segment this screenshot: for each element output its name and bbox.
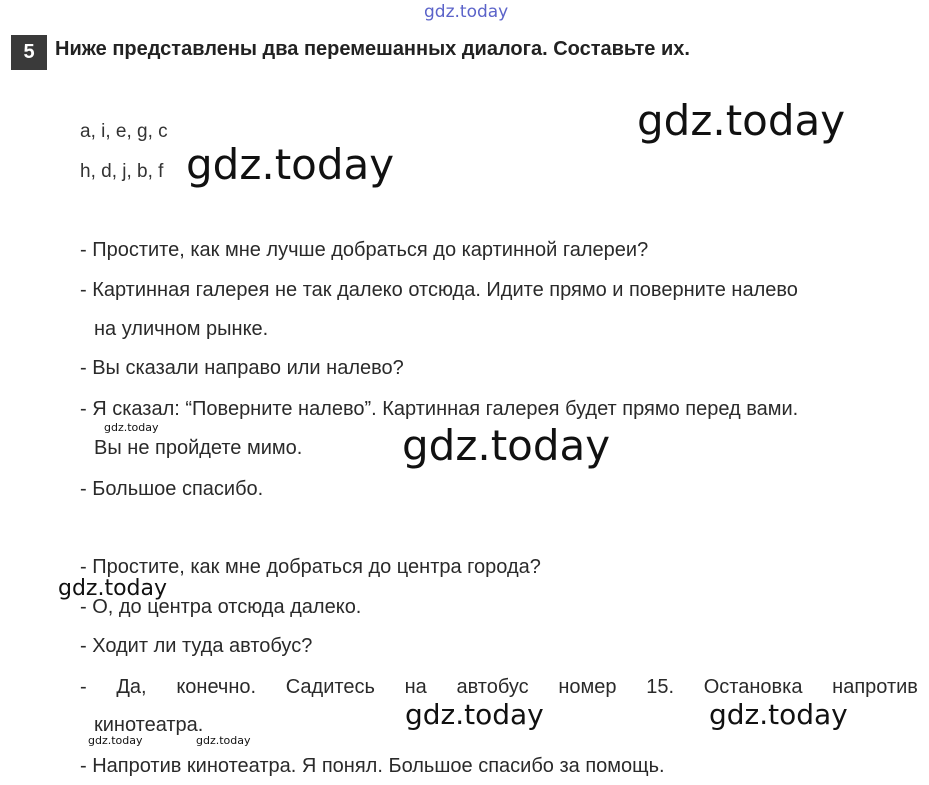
- word: конечно.: [176, 676, 257, 698]
- dialog2-line: кинотеатра.: [94, 714, 204, 736]
- answer-key-line-2: h, d, j, b, f: [80, 161, 164, 182]
- watermark: gdz.today: [196, 734, 251, 747]
- watermark: gdz.today: [402, 421, 611, 470]
- dialog1-line: - Большое спасибо.: [80, 478, 264, 500]
- word: Остановка: [703, 676, 803, 698]
- word: на: [404, 676, 427, 698]
- word: -: [80, 676, 87, 698]
- dialog1-line: Вы не пройдете мимо.: [94, 437, 303, 459]
- word: 15.: [646, 676, 675, 698]
- dialog1-line: - Я сказал: “Поверните налево”. Картинная галерея будет прямо перед вами.: [80, 398, 799, 420]
- dialog2-justified-line: [80, 676, 918, 699]
- dialog1-line: - Картинная галерея не так далеко отсюда. Идите прямо и поверните налево: [80, 279, 798, 301]
- watermark: gdz.today: [104, 421, 159, 434]
- header-watermark: gdz.today: [424, 2, 509, 22]
- word: автобус: [456, 676, 529, 698]
- watermark: gdz.today: [637, 96, 846, 145]
- dialog1-line: - Простите, как мне лучше добраться до картинной галереи?: [80, 239, 649, 261]
- dialog2-line: - Напротив кинотеатра. Я понял. Большое спасибо за помощь.: [80, 755, 665, 777]
- watermark: gdz.today: [405, 698, 544, 731]
- dialog2-line: - О, до центра отсюда далеко.: [80, 596, 362, 618]
- dialog2-line: - Ходит ли туда автобус?: [80, 635, 313, 657]
- watermark: gdz.today: [709, 698, 848, 731]
- watermark: gdz.today: [58, 576, 168, 601]
- dialog1-line: на уличном рынке.: [94, 318, 269, 340]
- task-number-badge: 5: [11, 35, 47, 70]
- dialog2-line: - Простите, как мне добраться до центра города?: [80, 556, 541, 578]
- word: Да,: [116, 676, 147, 698]
- answer-key-line-1: a, i, e, g, c: [80, 121, 168, 142]
- dialog1-line: - Вы сказали направо или налево?: [80, 357, 404, 379]
- word: Садитесь: [285, 676, 375, 698]
- watermark: gdz.today: [88, 734, 143, 747]
- task-instruction: Ниже представлены два перемешанных диалога. Составьте их.: [55, 38, 690, 60]
- word: номер: [558, 676, 617, 698]
- watermark: gdz.today: [186, 140, 395, 189]
- word: напротив: [832, 676, 918, 698]
